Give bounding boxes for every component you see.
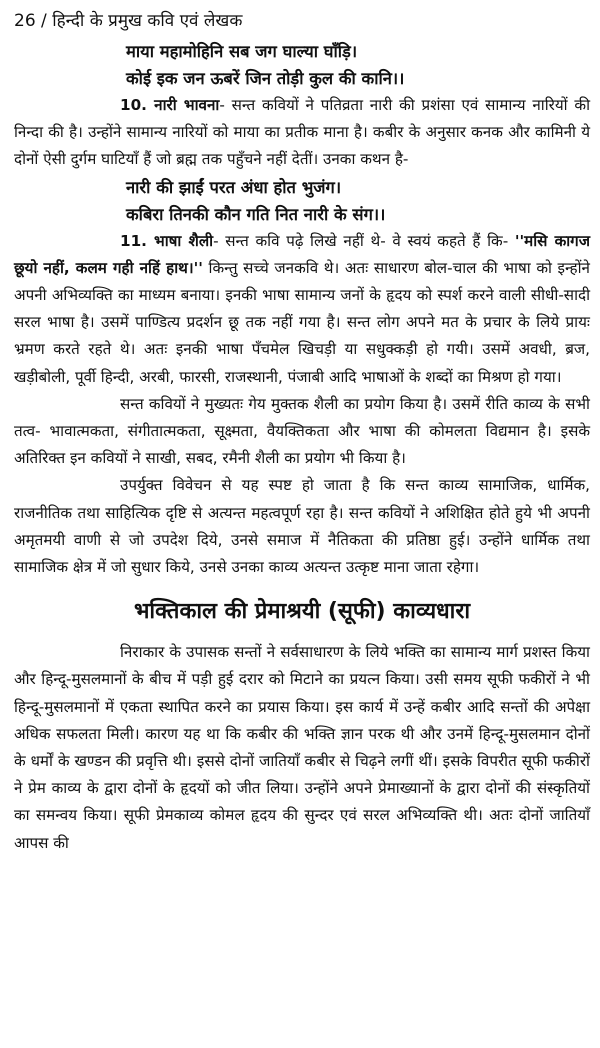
paragraph-text: किन्तु सच्चे जनकवि थे। अतः साधारण बोल-चाल की भाषा को इन्होंने अपनी अभिव्यक्ति का माध्यम बनाया। इनकी भाषा सामान्य जनों के हृदय को स्पर्श करने वाली सीधी-सादी सरल भाषा है। उसमें पाण्डित्य प्रदर्शन छू तक नहीं गया है। सन्त लोग अपने मत के प्रचार के लिये प्रायः भ्रमण करते रहते थे। अतः इनकी भाषा पँचमेल खिचड़ी या सधुक्कड़ी हो गयी। उसमें अवधी, ब्रज, खड़ीबोली, पूर्वी हिन्दी, अरबी, फारसी, राजस्थानी, पंजाबी आदि भाषाओं के शब्दों का मिश्रण हो गया।	[14, 258, 590, 386]
kabir-quote: ''मसि कागज छूयो नहीं, कलम गही नहिं हाथ।''	[14, 231, 590, 277]
verse-line: कबिरा तिनकी कौन गति नित नारी के संग।।	[126, 204, 386, 224]
paragraph-style: सन्त कवियों ने मुख्यतः गेय मुक्तक शैली का प्रयोग किया है। उसमें रीति काव्य के सभी तत्व- भावात्मकता, संगीतात्मकता, सूक्ष्मता, वैयक्तिकता और भाषा की कोमलता विद्यमान है। इसके अतिरिक्त इन कवियों ने साखी, सबद, रमैनी शैली का प्रयोग भी किया है।	[14, 394, 590, 468]
verse-line: नारी की झाईं परत अंधा होत भुजंग।	[126, 177, 342, 197]
header-separator: /	[41, 11, 47, 31]
page-header	[14, 8, 590, 34]
section-heading: 10. नारी भावना	[120, 96, 220, 114]
section-bhasha-shaili	[14, 228, 590, 391]
verse-nari	[14, 174, 590, 228]
verse-maya	[14, 38, 590, 92]
paragraph-text: - सन्त कवि पढ़े लिखे नहीं थे- वे स्वयं कहते हैं कि-	[213, 231, 509, 250]
section-nari-bhavna	[14, 92, 590, 174]
section-heading: 11. भाषा शैली	[120, 231, 214, 250]
paragraph-sufi: निराकार के उपासक सन्तों ने सर्वसाधारण के लिये भक्ति का सामान्य मार्ग प्रशस्त किया और हिन्दू-मुसलमानों के बीच में पड़ी हुई दरार को मिटाने का प्रयत्न किया। उसी समय सूफी फकीरों ने भी हिन्दू-मुसलमानों में एकता स्थापित करने का प्रयास किया। इस कार्य में उन्हें कबीर आदि सन्तों की अपेक्षा अधिक सफलता मिली। कारण यह था कि कबीर की भक्ति ज्ञान परक थी और उनमें हिन्दू-मुसलमान दोनों के धर्मों के खण्डन की प्रवृत्ति थी। इससे दोनों जातियाँ कबीर से चिढ़ने लगीं थीं। इसके विपरीत सूफी फकीरों ने प्रेम काव्य के द्वारा दोनों के हृदयों को जीत लिया। उन्होंने अपने प्रेमाख्यानों के द्वारा दोनों की संस्कृतियों का समन्वय किया। सूफी प्रेमकाव्य कोमल हृदय की सुन्दर एवं सरल अभिव्यक्ति थी। अतः दोनों जातियाँ आपस की	[14, 643, 590, 852]
section-title: भक्तिकाल की प्रेमाश्रयी (सूफी) काव्यधारा	[133, 599, 471, 625]
paragraph-text: - सन्त कवियों ने पतिव्रता नारी की प्रशंसा एवं सामान्य नारियों की निन्दा की है। उन्होंने सामान्य नारियों को माया का प्रतीक माना है। कबीर के अनुसार कनक और कामिनी ये दोनों ऐसी दुर्गम घाटियाँ हैं जो ब्रह्म तक पहुँचने नहीं देतीं। उनका कथन है-	[14, 96, 590, 169]
verse-line: कोई इक जन ऊबरें जिन तोड़ी कुल की कानि।।	[126, 69, 405, 88]
verse-line: माया महामोहिनि सब जग घाल्या घाँड़ि।	[126, 42, 358, 61]
page-number: 26	[14, 11, 36, 31]
paragraph-conclusion: उपर्युक्त विवेचन से यह स्पष्ट हो जाता है कि सन्त काव्य सामाजिक, धार्मिक, राजनीतिक तथा साहित्यिक दृष्टि से अत्यन्त महत्वपूर्ण रहा है। सन्त कवियों ने अशिक्षित होते हुये भी अपनी अमृतमयी वाणी से जो उपदेश दिये, उनसे समाज में नैतिकता की प्रतिष्ठा हुई। उन्होंने धार्मिक तथा सामाजिक क्षेत्र में जो सुधार किये, उनसे उनका काव्य अत्यन्त उत्कृष्ट माना जाता रहेगा।	[14, 476, 590, 577]
book-title: हिन्दी के प्रमुख कवि एवं लेखक	[52, 11, 243, 31]
